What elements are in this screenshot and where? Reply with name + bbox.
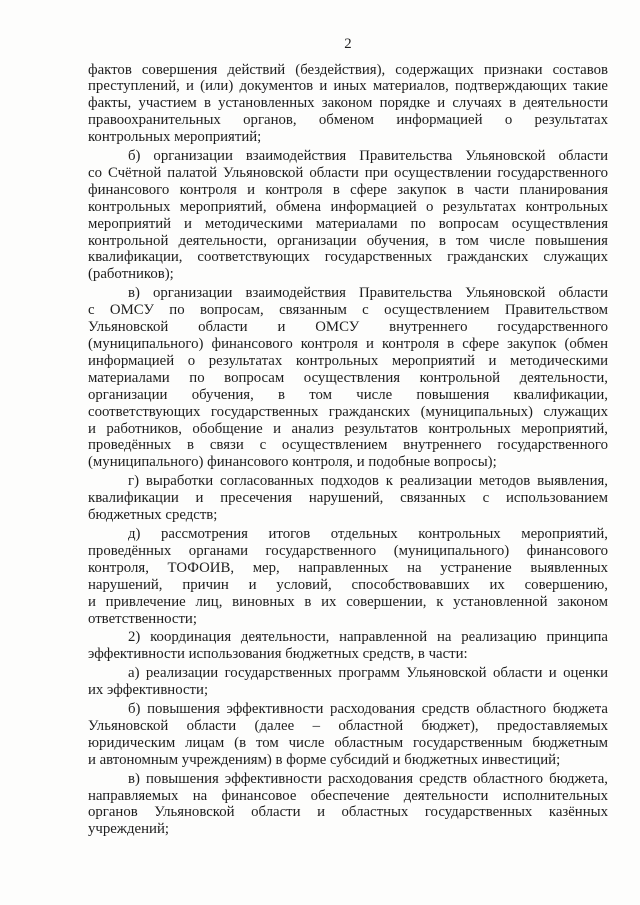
text-line: их эффективности; [88, 682, 209, 699]
text-line: и автономным учреждениям) в форме субсидий и бюджетных инвестиций; [88, 751, 561, 768]
text-line: бюджетных средств; [88, 507, 218, 524]
text-line: материалами по вопросам осуществления контрольной деятельности, [88, 369, 608, 386]
text-line: органов Ульяновской области и областных государственных казённых [88, 804, 608, 821]
list-item [88, 665, 608, 699]
text-line: квалификации и пресечения нарушений, связанных с использованием [88, 490, 608, 507]
list-item [88, 473, 608, 524]
text-line: информацией о результатах контрольных мероприятий и методическими [88, 352, 608, 369]
text-line: соответствующих государственных гражданских (муниципальных) служащих [88, 403, 608, 420]
text-line: контроля, ТОФОИВ, мер, направленных на устранение выявленных [88, 559, 608, 576]
text-line: и привлечение лиц, виновных в их совершении, к установленной законом [88, 593, 608, 610]
text-line: контрольных мероприятий; [88, 129, 262, 146]
list-item [88, 701, 608, 769]
text-line: Ульяновской области и ОМСУ внутреннего государственного [88, 319, 608, 336]
text-line: организации обучения, в том числе повышения квалификации, [88, 386, 608, 403]
text-line: 2) координация деятельности, направленной на реализацию принципа [128, 629, 608, 646]
text-line: б) повышения эффективности расходования средств областного бюджета [128, 701, 608, 718]
text-line: нарушений, причин и условий, способствовавших их совершению, [88, 576, 608, 593]
text-line: а) реализации государственных программ Ульяновской области и оценки [128, 665, 608, 682]
text-line: эффективности использования бюджетных средств, в части: [88, 646, 468, 663]
list-item [88, 629, 608, 663]
text-line: (работников); [88, 266, 174, 283]
list-item [88, 526, 608, 627]
text-line: преступлений, и (или) документов и иных материалов, подтверждающих такие [88, 78, 608, 95]
text-line: б) организации взаимодействия Правительства Ульяновской области [128, 148, 608, 165]
text-line: квалификации, соответствующих государственных гражданских служащих [88, 249, 608, 266]
text-line: контрольных мероприятий, обмена информацией о результатах контрольных [88, 198, 608, 215]
text-line: факты, участием в установленных законом порядке и случаях в деятельности [88, 95, 608, 112]
text-line: юридическим лицам (в том числе областным государственным бюджетным [88, 734, 608, 751]
text-line: в) организации взаимодействия Правительства Ульяновской области [128, 285, 608, 302]
continued-paragraph [88, 62, 608, 147]
text-line: мероприятий и методическими материалами по вопросам осуществления [88, 215, 608, 232]
text-line: с ОМСУ по вопросам, связанным с осуществлением Правительством [88, 302, 608, 319]
list-item [88, 285, 608, 471]
document-body [88, 62, 608, 841]
text-line: Ульяновской области (далее – областной бюджет), предоставляемых [88, 717, 608, 734]
text-line: финансового контроля и контроля в сфере закупок в части планирования [88, 181, 608, 198]
text-line: (муниципального) финансового контроля и контроля в сфере закупок (обмен [88, 336, 608, 352]
list-item [88, 771, 608, 839]
text-line: со Счётной палатой Ульяновской области при осуществлении государственного [88, 164, 608, 181]
text-line: проведённых в связи с осуществлением внутреннего государственного [88, 437, 608, 454]
list-item [88, 148, 608, 283]
text-line: проведённых органами государственного (муниципального) финансового [88, 542, 608, 559]
text-line: д) рассмотрения итогов отдельных контрольных мероприятий, [128, 525, 608, 542]
text-line: направляемых на финансовое обеспечение деятельности исполнительных [88, 787, 608, 804]
text-line: (муниципального) финансового контроля, и подобные вопросы); [88, 454, 497, 471]
text-line: учреждений; [88, 821, 169, 838]
text-line: г) выработки согласованных подходов к реализации методов выявления, [128, 473, 608, 490]
text-line: фактов совершения действий (бездействия), содержащих признаки составов [88, 61, 608, 78]
page-number: 2 [344, 36, 352, 52]
text-line: правоохранительных органов, обменом информацией о результатах [88, 112, 608, 129]
text-line: ответственности; [88, 610, 197, 627]
text-line: и работников, обобщение и анализ результатов контрольных мероприятий, [88, 420, 608, 437]
text-line: контрольной деятельности, организации обучения, в том числе повышения [88, 232, 608, 249]
text-line: в) повышения эффективности расходования средств областного бюджета, [128, 770, 608, 787]
